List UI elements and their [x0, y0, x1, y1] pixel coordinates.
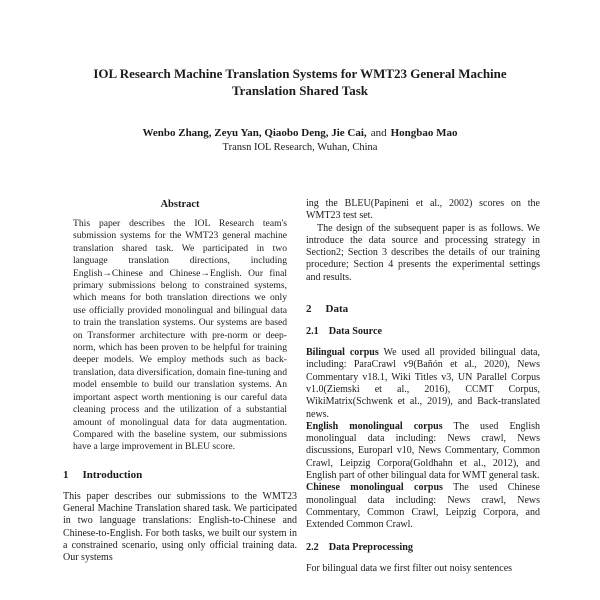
introduction-paragraph: This paper describes our submissions to the WMT23 General Machine Translation shared task. We participated in two language translations: English-to-Chinese and Chinese-to-English. For both tasks, we built our system in a constrained scenario, using only official training data. Our systems: [63, 490, 297, 564]
bilingual-corpus-paragraph: [306, 347, 540, 421]
chinese-monolingual-paragraph: [306, 482, 540, 531]
continuation-paragraph: ing the BLEU(Papineni et al., 2002) scores on the WMT23 test set.: [306, 198, 540, 222]
right-column: [306, 198, 540, 575]
section-2-2-number: 2.2: [306, 541, 319, 553]
abstract-text: This paper describes the IOL Research team's submission systems for the WMT23 general machine translation shared task. We participated in two language translation directions, including English→Chinese and Chinese→English. Our final primary submissions belong to constrained systems, which means for both translation directions we only use officially provided monolingual and bilingual data to train the translation systems. Our systems are based on Transformer architecture with pre-norm or deep-norm, which has been proven to be helpful for training deeper models. We employ methods such as back-translation, data diversification, domain fine-tuning and model ensemble to build our translation systems. An important aspect worth mentioning is our careful data cleaning process and the utilization of a substantial amount of monolingual data for data augmentation. Compared with the baseline system, our submissions have a large improvement in BLEU score.: [73, 218, 287, 453]
section-2-1-number: 2.1: [306, 326, 319, 338]
section-2-1-heading: [306, 326, 540, 338]
section-1-number: 1: [63, 468, 69, 481]
author-names: Wenbo Zhang, Zeyu Yan, Qiaobo Deng, Jie Cai,: [142, 127, 367, 139]
section-2-heading: [306, 303, 540, 316]
section-2-2-title: Data Preprocessing: [328, 541, 413, 553]
overview-paragraph: The design of the subsequent paper is as follows. We introduce the data source and processing strategy in Section2; Section 3 describes the details of our training procedure; Section 4 presents the experimental settings and results.: [306, 222, 540, 283]
english-monolingual-paragraph: [306, 421, 540, 482]
bilingual-corpus-label: Bilingual corpus: [306, 347, 379, 359]
section-1-title: Introduction: [82, 468, 143, 481]
section-2-1-title: Data Source: [328, 326, 383, 338]
abstract-heading: Abstract: [160, 199, 200, 210]
bilingual-corpus-text: We used all provided bilingual data, including: ParaCrawl v9(Bañón et al., 2020), News Commentary v18.1, Wiki Titles v3, UN Parallel Corpus v1.0(Ziemski et al., 2016), CCMT Corpus, WikiMatrix(Schwenk et al., 2019), and Back-translated news.: [306, 347, 540, 420]
author-list: [0, 127, 600, 140]
section-2-number: 2: [306, 303, 312, 316]
preprocessing-paragraph: For bilingual data we first filter out noisy sentences: [306, 562, 513, 574]
and-conjunction: and: [370, 127, 387, 139]
section-2-title: Data: [325, 303, 349, 316]
english-monolingual-text: The used English monolingual data including: News crawl, News discussions, Europarl v10, News Commentary, Common Crawl, Leipzig Corpora(Goldhahn et al., 2012), and English part of other bilingual data for WMT general task.: [306, 420, 540, 482]
left-column: [63, 198, 297, 565]
chinese-monolingual-text: The used Chinese monolingual data including: News crawl, News Commentary, Common Crawl, Leipzig Corpora, and Extended Common Crawl.: [306, 482, 540, 531]
chinese-monolingual-label: Chinese monolingual corpus: [306, 482, 443, 494]
english-monolingual-label: English monolingual corpus: [306, 420, 443, 432]
section-2-2-heading: [306, 542, 540, 554]
author-name-last: Hongbao Mao: [390, 127, 458, 139]
affiliation: Transn IOL Research, Wuhan, China: [222, 142, 378, 153]
section-1-heading: [63, 469, 297, 482]
paper-title: IOL Research Machine Translation Systems for WMT23 General Machine Translation Shared Task: [93, 66, 507, 98]
